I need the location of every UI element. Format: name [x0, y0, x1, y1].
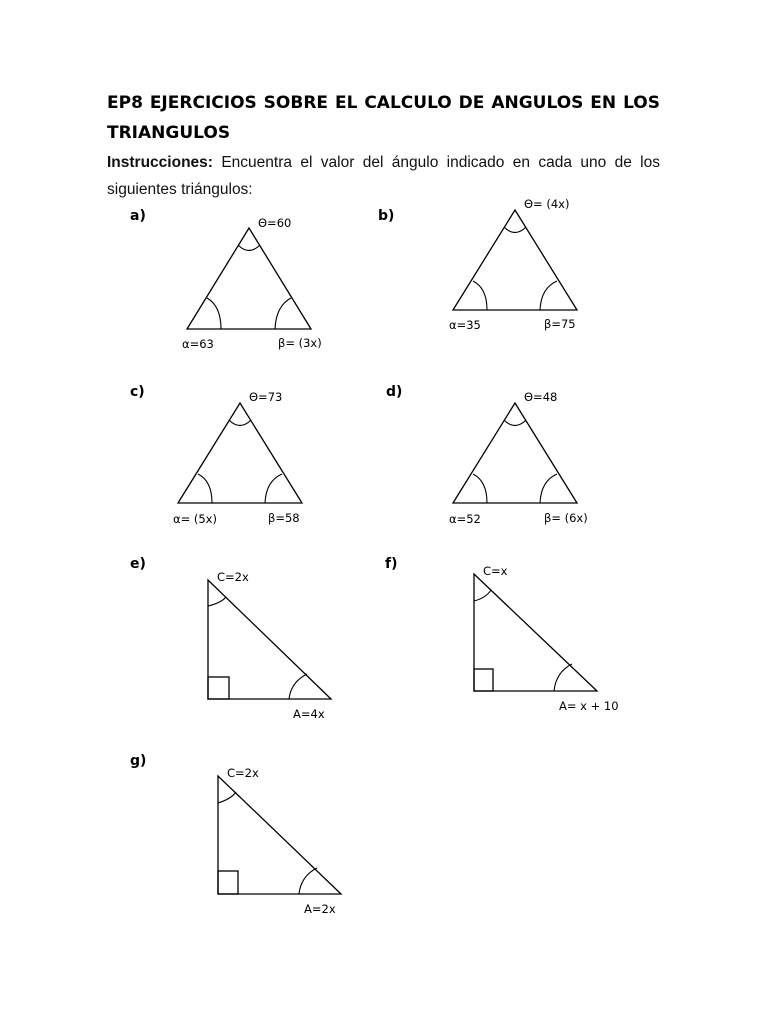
triangle-e-outline: [208, 580, 331, 699]
triangle-d-outline: [453, 403, 577, 503]
angle-label-right-b: β=75: [544, 317, 576, 331]
triangle-a: [182, 216, 322, 351]
angle-label-top-a: Θ=60: [258, 216, 292, 230]
triangle-e: [208, 570, 331, 721]
triangle-b: [449, 197, 577, 332]
triangle-a-outline: [187, 228, 311, 329]
angle-arc-top-f: [474, 590, 491, 601]
exercise-label-c: c): [130, 384, 145, 400]
angle-arc-left-a: [207, 298, 221, 329]
exercise-label-g: g): [130, 753, 147, 769]
angle-arc-top-c: [229, 420, 251, 426]
instructions-text: Encuentra el valor del ángulo indicado en cada uno de los siguientes triángulos:: [107, 154, 660, 198]
worksheet-title: EP8 EJERCICIOS SOBRE EL CALCULO DE ANGULOS EN LOS TRIANGULOS: [107, 93, 660, 143]
triangle-g: [218, 766, 341, 916]
angle-label-bottom-e: A=4x: [293, 707, 325, 721]
angle-arc-right-f: [554, 664, 572, 691]
angle-label-left-c: α= (5x): [173, 512, 217, 526]
triangle-f: [474, 564, 619, 713]
angle-arc-top-g: [218, 792, 236, 803]
instructions-label: Instrucciones:: [107, 154, 213, 171]
right-angle-marker-e: [208, 677, 229, 699]
angle-label-right-d: β= (6x): [544, 511, 588, 525]
triangle-b-outline: [453, 210, 577, 310]
exercise-label-e: e): [130, 556, 146, 572]
angle-arc-top-b: [504, 227, 526, 233]
angle-label-top-c: Θ=73: [249, 390, 283, 404]
angle-label-left-a: α=63: [182, 337, 214, 351]
angle-label-top-g: C=2x: [227, 766, 259, 780]
triangle-g-outline: [218, 776, 341, 894]
angle-label-left-b: α=35: [449, 318, 481, 332]
angle-arc-left-c: [198, 474, 212, 503]
angle-label-top-e: C=2x: [217, 570, 249, 584]
angle-arc-left-b: [473, 281, 487, 310]
angle-label-bottom-g: A=2x: [304, 902, 336, 916]
angle-arc-right-d: [540, 474, 557, 503]
angle-arc-top-d: [504, 420, 526, 426]
angle-arc-right-e: [289, 674, 307, 699]
triangle-c: [173, 390, 302, 526]
exercise-label-b: b): [378, 208, 395, 224]
exercise-label-a: a): [130, 208, 146, 224]
angle-arc-right-b: [540, 281, 557, 310]
angle-arc-left-d: [473, 474, 487, 503]
triangle-c-outline: [178, 403, 302, 503]
angle-label-top-d: Θ=48: [524, 390, 558, 404]
exercise-label-f: f): [385, 556, 398, 572]
angle-arc-top-e: [208, 597, 226, 606]
angle-arc-right-c: [265, 474, 282, 503]
triangle-d: [449, 390, 588, 526]
angle-label-right-a: β= (3x): [278, 336, 322, 350]
angle-label-top-f: C=x: [483, 564, 508, 578]
exercise-label-d: d): [386, 384, 403, 400]
angle-label-top-b: Θ= (4x): [524, 197, 570, 211]
angle-label-bottom-f: A= x + 10: [559, 699, 619, 713]
angle-arc-right-a: [275, 298, 291, 329]
angle-arc-right-g: [299, 868, 317, 894]
right-angle-marker-f: [474, 669, 493, 691]
right-angle-marker-g: [218, 871, 238, 894]
angle-label-left-d: α=52: [449, 512, 481, 526]
angle-label-right-c: β=58: [268, 511, 300, 525]
angle-arc-top-a: [238, 245, 260, 251]
